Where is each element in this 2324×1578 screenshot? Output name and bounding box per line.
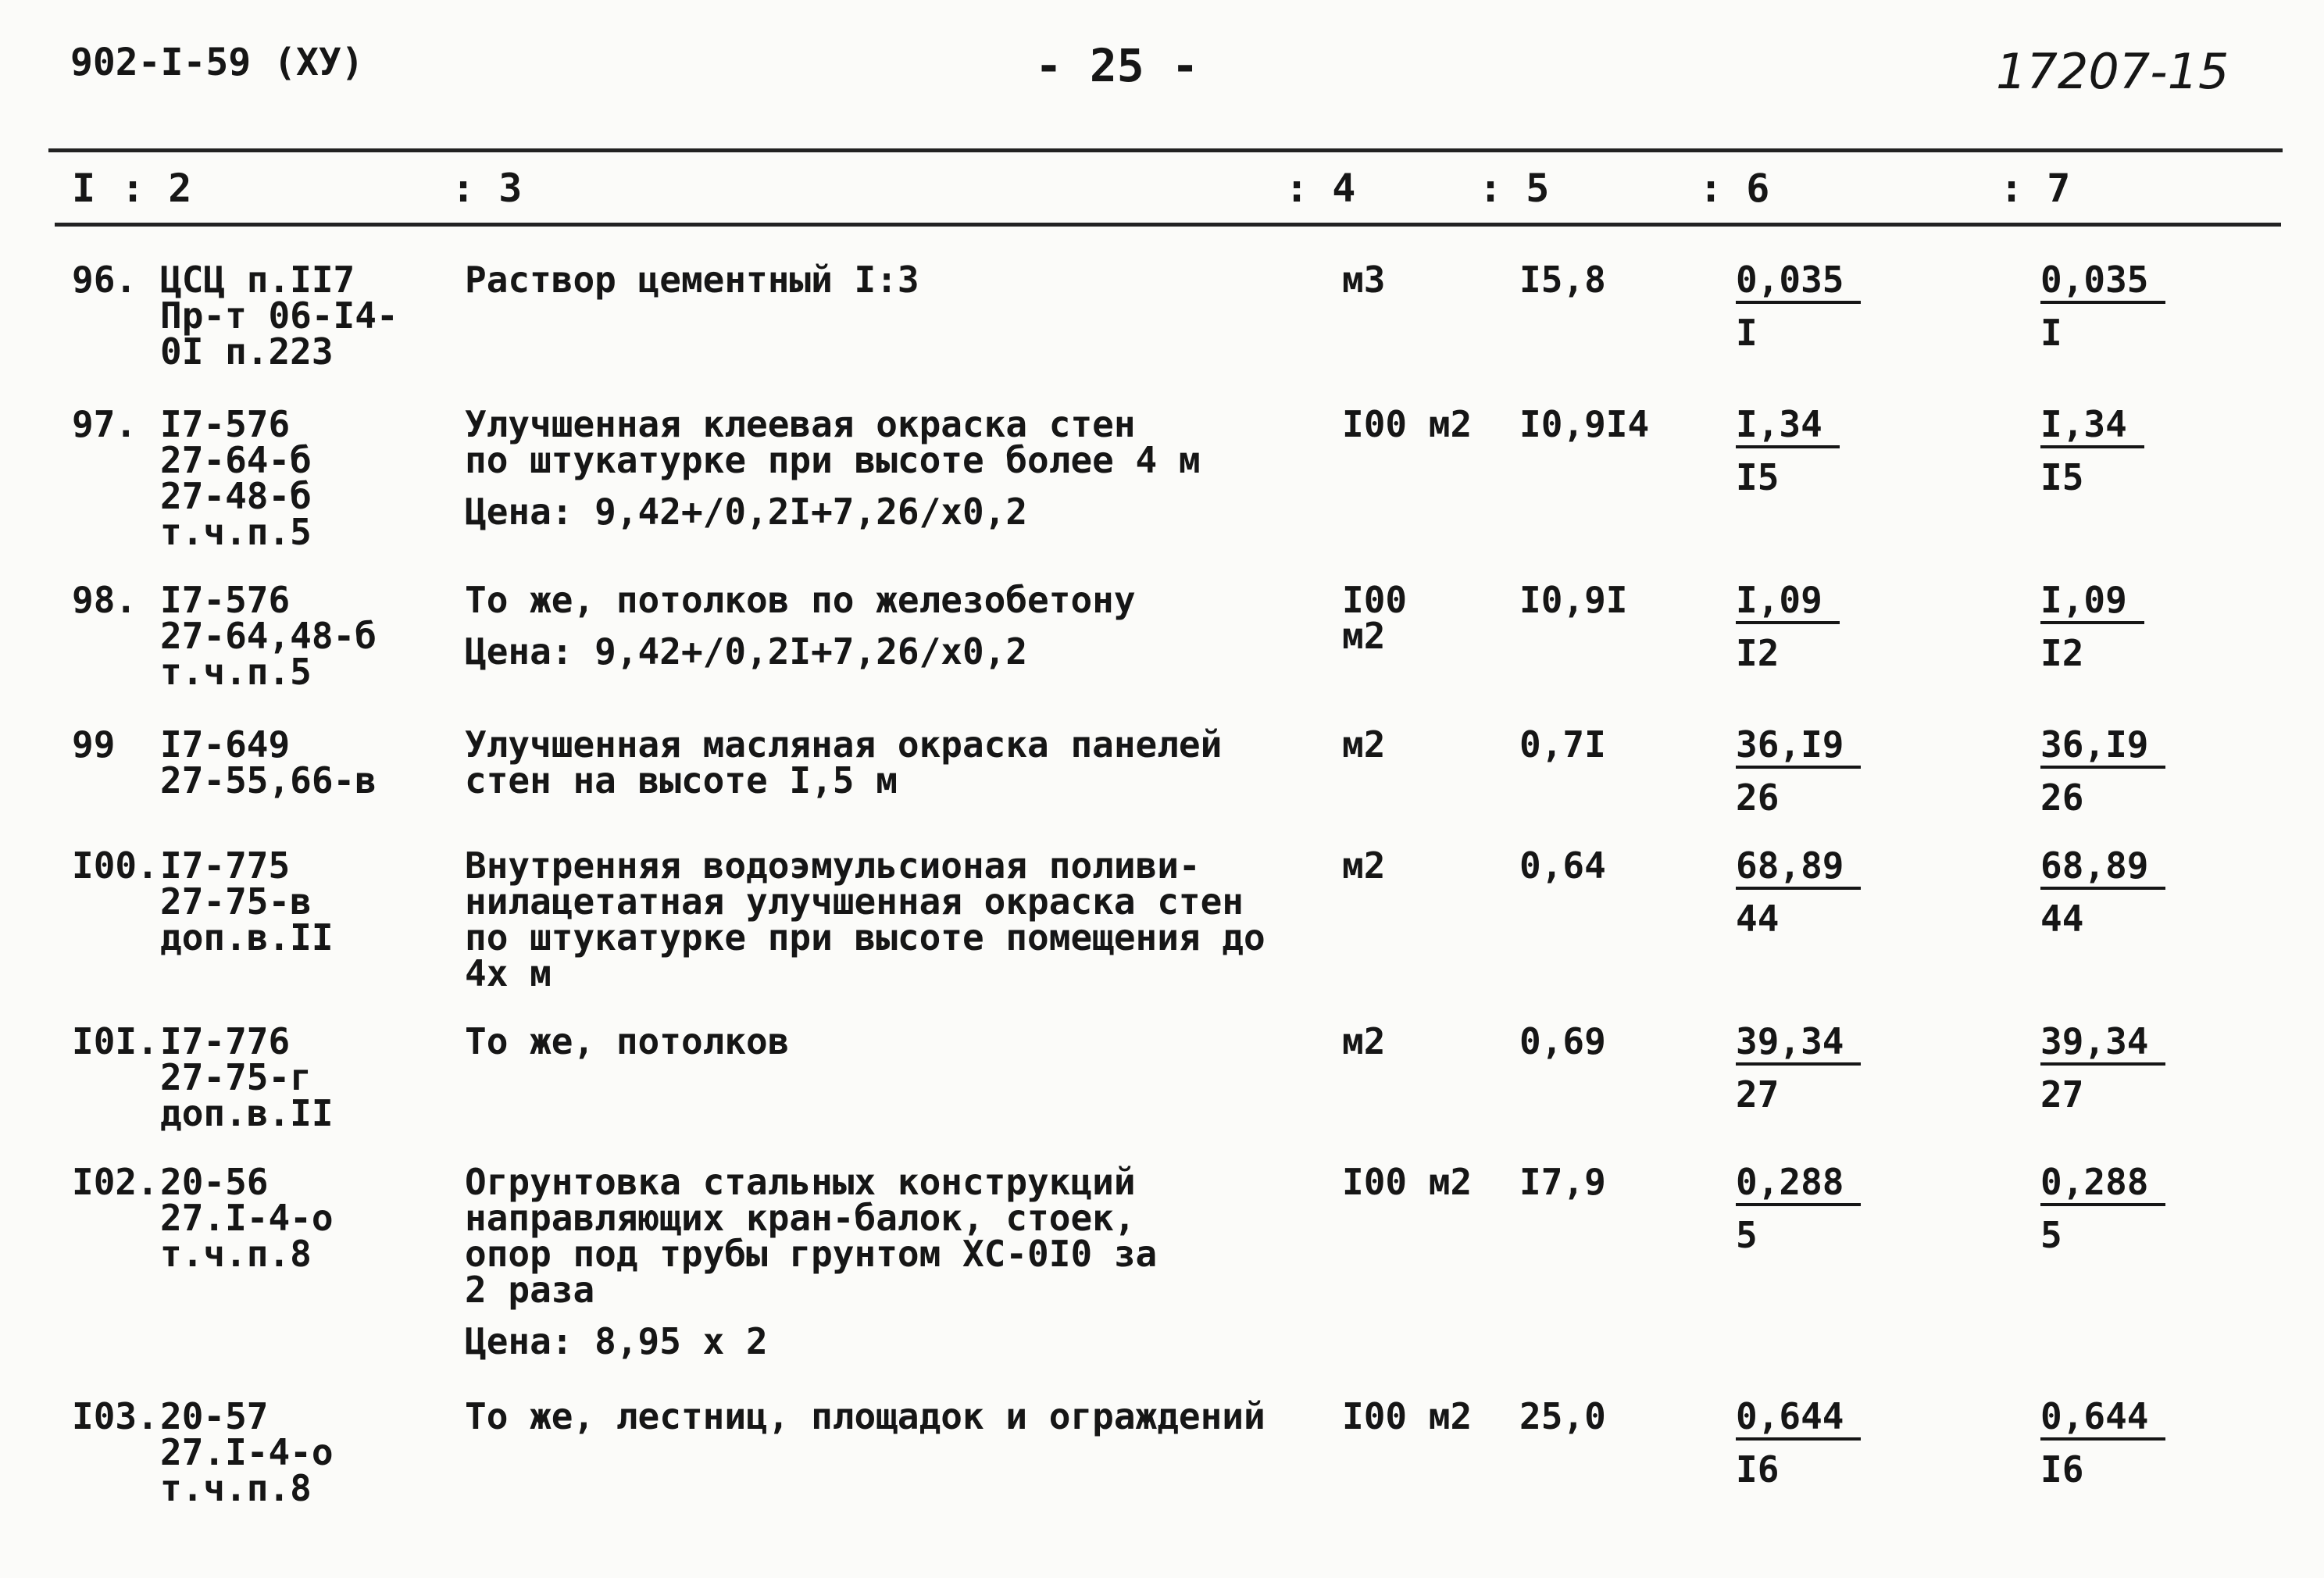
column-header-4: : 4 xyxy=(1285,166,1356,211)
column-7-denominator: 26 xyxy=(2040,777,2084,819)
column-7-value xyxy=(2040,1020,2165,1116)
item-reference xyxy=(160,403,312,553)
unit-line: м2 xyxy=(1342,844,1386,887)
item-unit xyxy=(1342,259,1386,301)
item-unit xyxy=(1342,579,1408,657)
item-quantity: I7,9 xyxy=(1519,1161,1606,1203)
description-line: Огрунтовка стальных конструкций xyxy=(465,1161,1136,1203)
column-7-denominator: I xyxy=(2040,312,2062,354)
item-description xyxy=(465,844,1266,994)
column-6-value xyxy=(1736,1161,1861,1256)
column-7-numerator: 36,I9 xyxy=(2040,727,2165,769)
column-6-value xyxy=(1736,1020,1861,1116)
item-number: 98. xyxy=(72,579,137,621)
item-quantity: 0,69 xyxy=(1519,1020,1606,1062)
reference-line: 27-75-в xyxy=(160,880,312,923)
column-7-denominator: I5 xyxy=(2040,456,2084,498)
column-7-numerator: 0,035 xyxy=(2040,262,2165,304)
unit-line: м3 xyxy=(1342,259,1386,301)
item-description xyxy=(465,723,1223,801)
column-7-denominator: 44 xyxy=(2040,898,2084,940)
reference-number: 17207-15 xyxy=(1996,43,2229,100)
column-6-value xyxy=(1736,259,1861,354)
reference-line: 27-75-г xyxy=(160,1056,312,1098)
column-7-value xyxy=(2040,403,2144,498)
item-quantity: I0,9I4 xyxy=(1519,403,1650,445)
unit-line: I00 м2 xyxy=(1342,403,1473,445)
item-quantity: 0,64 xyxy=(1519,844,1606,887)
column-7-value xyxy=(2040,579,2144,674)
description-line: опор под трубы грунтом ХС-0I0 за xyxy=(465,1233,1158,1275)
column-6-numerator: 36,I9 xyxy=(1736,727,1861,769)
item-description xyxy=(465,1020,790,1062)
column-6-denominator: I xyxy=(1736,312,1758,354)
item-reference xyxy=(160,1395,334,1509)
reference-line: доп.в.II xyxy=(160,1092,334,1134)
reference-line: т.ч.п.8 xyxy=(160,1467,312,1509)
description-line: То же, потолков xyxy=(465,1020,790,1062)
description-line: 4х м xyxy=(465,952,552,994)
reference-line: Пр-т 06-I4- xyxy=(160,295,398,337)
reference-line: 27-64-б xyxy=(160,439,312,481)
document-code: 902-I-59 (XУ) xyxy=(70,41,364,84)
description-line: Улучшенная масляная окраска панелей xyxy=(465,723,1223,766)
item-reference xyxy=(160,579,377,693)
column-7-value xyxy=(2040,1161,2165,1256)
table-header-rule xyxy=(55,223,2281,227)
item-unit xyxy=(1342,1395,1473,1437)
reference-line: I7-576 xyxy=(160,579,291,621)
page-number: - 25 - xyxy=(1035,39,1199,92)
reference-line: I7-776 xyxy=(160,1020,291,1062)
price-formula: Цена: 9,42+/0,2I+7,26/х0,2 xyxy=(465,630,1028,673)
item-quantity: I0,9I xyxy=(1519,579,1628,621)
reference-line: 20-57 xyxy=(160,1395,269,1437)
item-unit xyxy=(1342,1020,1386,1062)
column-6-numerator: 68,89 xyxy=(1736,848,1861,890)
reference-line: т.ч.п.5 xyxy=(160,511,312,553)
description-line: по штукатурке при высоте помещения до xyxy=(465,916,1266,959)
item-quantity: 0,7I xyxy=(1519,723,1606,766)
item-quantity: 25,0 xyxy=(1519,1395,1606,1437)
item-description xyxy=(465,403,1201,533)
column-7-value xyxy=(2040,259,2165,354)
description-line: То же, лестниц, площадок и ограждений xyxy=(465,1395,1266,1437)
column-header-1: I xyxy=(72,166,96,211)
column-6-numerator: 0,035 xyxy=(1736,262,1861,304)
description-line: по штукатурке при высоте более 4 м xyxy=(465,439,1201,481)
item-description xyxy=(465,1161,1158,1362)
column-7-numerator: 68,89 xyxy=(2040,848,2165,890)
column-6-denominator: I6 xyxy=(1736,1448,1780,1491)
table-top-rule xyxy=(48,148,2283,152)
column-7-numerator: 0,644 xyxy=(2040,1398,2165,1441)
unit-line: м2 xyxy=(1342,1020,1386,1062)
item-number: I02. xyxy=(72,1161,159,1203)
column-6-numerator: 0,644 xyxy=(1736,1398,1861,1441)
column-7-denominator: 27 xyxy=(2040,1073,2084,1116)
description-line: 2 раза xyxy=(465,1269,595,1311)
column-header-3: : 3 xyxy=(452,166,523,211)
unit-line: I00 м2 xyxy=(1342,1395,1473,1437)
column-7-numerator: 39,34 xyxy=(2040,1023,2165,1066)
description-line: направляющих кран-балок, стоек, xyxy=(465,1197,1136,1239)
reference-line: I7-775 xyxy=(160,844,291,887)
description-line: То же, потолков по железобетону xyxy=(465,579,1136,621)
reference-line: 20-56 xyxy=(160,1161,269,1203)
column-6-value xyxy=(1736,1395,1861,1491)
item-reference xyxy=(160,844,334,959)
column-6-value xyxy=(1736,579,1840,674)
unit-line: I00 xyxy=(1342,579,1408,621)
description-line: Раствор цементный I:3 xyxy=(465,259,919,301)
description-line: Улучшенная клеевая окраска стен xyxy=(465,403,1136,445)
column-6-value xyxy=(1736,844,1861,940)
description-line: Внутренняя водоэмульсионая поливи- xyxy=(465,844,1201,887)
column-6-denominator: 26 xyxy=(1736,777,1780,819)
unit-line: м2 xyxy=(1342,615,1386,657)
item-unit xyxy=(1342,844,1386,887)
column-7-numerator: 0,288 xyxy=(2040,1164,2165,1206)
item-reference xyxy=(160,1161,334,1275)
item-number: I00. xyxy=(72,844,159,887)
column-7-value xyxy=(2040,844,2165,940)
item-unit xyxy=(1342,723,1386,766)
column-7-denominator: I6 xyxy=(2040,1448,2084,1491)
column-6-numerator: 0,288 xyxy=(1736,1164,1861,1206)
column-6-denominator: 27 xyxy=(1736,1073,1780,1116)
unit-line: I00 м2 xyxy=(1342,1161,1473,1203)
column-6-value xyxy=(1736,723,1861,819)
unit-line: м2 xyxy=(1342,723,1386,766)
item-number: I0I. xyxy=(72,1020,159,1062)
reference-line: ЦСЦ п.II7 xyxy=(160,259,355,301)
column-6-numerator: 39,34 xyxy=(1736,1023,1861,1066)
item-unit xyxy=(1342,1161,1473,1203)
item-description xyxy=(465,1395,1266,1437)
price-formula: Цена: 8,95 х 2 xyxy=(465,1320,768,1362)
reference-line: т.ч.п.5 xyxy=(160,651,312,693)
column-7-denominator: I2 xyxy=(2040,632,2084,674)
column-7-denominator: 5 xyxy=(2040,1214,2062,1256)
column-6-value xyxy=(1736,403,1840,498)
item-number: 96. xyxy=(72,259,137,301)
reference-line: 0I п.223 xyxy=(160,330,334,373)
column-7-value xyxy=(2040,1395,2165,1491)
column-header-2: : 2 xyxy=(121,166,192,211)
column-7-numerator: I,34 xyxy=(2040,406,2144,448)
reference-line: 27-48-б xyxy=(160,475,312,517)
reference-line: I7-576 xyxy=(160,403,291,445)
item-description xyxy=(465,259,919,301)
item-reference xyxy=(160,259,398,373)
column-6-denominator: 44 xyxy=(1736,898,1780,940)
column-header-5: : 5 xyxy=(1479,166,1550,211)
reference-line: 27.I-4-о xyxy=(160,1431,334,1473)
item-number: 97. xyxy=(72,403,137,445)
column-6-numerator: I,34 xyxy=(1736,406,1840,448)
reference-line: доп.в.II xyxy=(160,916,334,959)
column-header-6: : 6 xyxy=(1699,166,1770,211)
reference-line: 27-64,48-б xyxy=(160,615,377,657)
item-number: I03. xyxy=(72,1395,159,1437)
reference-line: т.ч.п.8 xyxy=(160,1233,312,1275)
item-unit xyxy=(1342,403,1473,445)
column-6-denominator: I5 xyxy=(1736,456,1780,498)
reference-line: 27-55,66-в xyxy=(160,759,377,801)
column-6-denominator: 5 xyxy=(1736,1214,1758,1256)
column-6-denominator: I2 xyxy=(1736,632,1780,674)
item-number: 99 xyxy=(72,723,116,766)
description-line: стен на высоте I,5 м xyxy=(465,759,898,801)
column-7-numerator: I,09 xyxy=(2040,582,2144,624)
item-quantity: I5,8 xyxy=(1519,259,1606,301)
item-reference xyxy=(160,723,377,801)
description-line: нилацетатная улучшенная окраска стен xyxy=(465,880,1244,923)
column-7-value xyxy=(2040,723,2165,819)
reference-line: 27.I-4-о xyxy=(160,1197,334,1239)
reference-line: I7-649 xyxy=(160,723,291,766)
price-formula: Цена: 9,42+/0,2I+7,26/х0,2 xyxy=(465,491,1028,533)
column-header-7: : 7 xyxy=(2000,166,2071,211)
item-description xyxy=(465,579,1136,673)
column-6-numerator: I,09 xyxy=(1736,582,1840,624)
item-reference xyxy=(160,1020,334,1134)
